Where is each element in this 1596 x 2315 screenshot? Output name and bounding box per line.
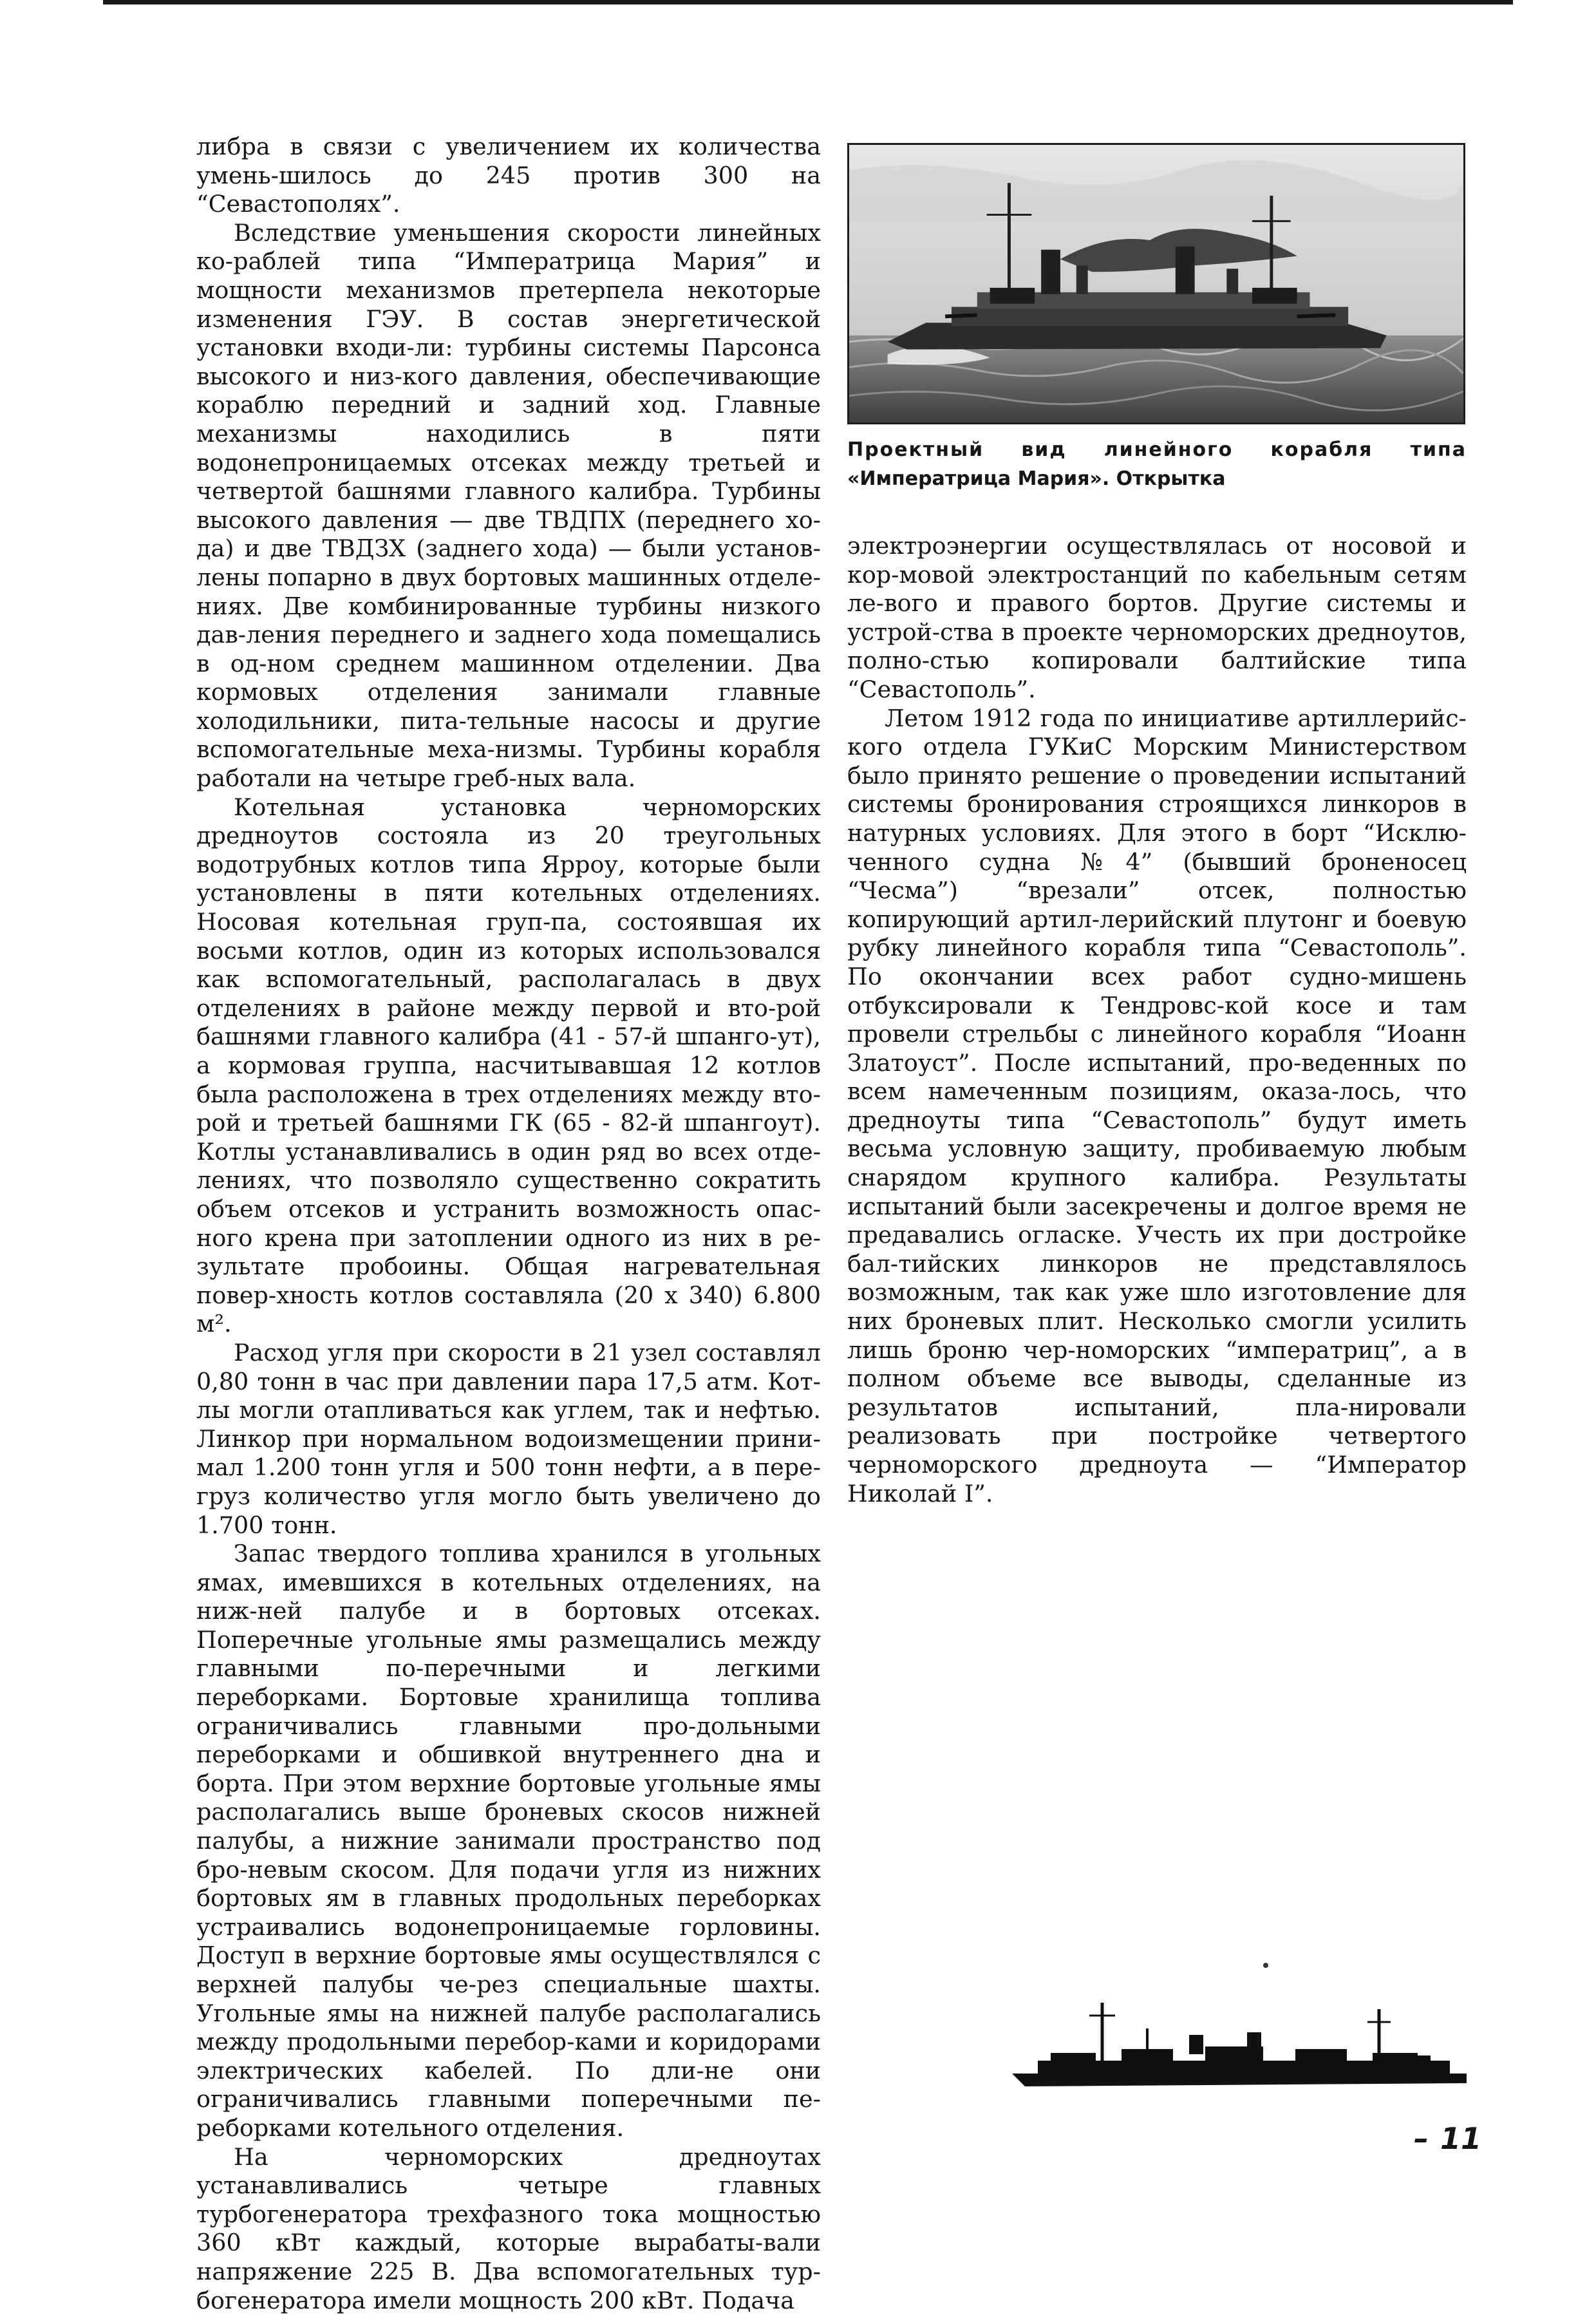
page-number-dash: –: [1414, 2121, 1429, 2156]
text-line: мовой электростанций по кабельным сетям ле-: [847, 560, 1467, 618]
text-line: дольными переборками и обшивкой внутреннего: [196, 1712, 821, 1769]
text-line: Линкор при нормальном водоизмещении прини-: [196, 1424, 821, 1453]
text-line: лены попарно в двух бортовых машинных отделе-: [196, 563, 821, 591]
text-line: лы могли отапливаться как углем, так и нефтью.: [196, 1396, 821, 1424]
text-line: котельных отделениях. Носовая котельная груп-: [196, 879, 821, 936]
paragraph: [196, 219, 821, 793]
text-line: раблей типа “Императрица Мария” и мощности: [196, 247, 821, 304]
text-line: натурных условиях. Для этого в борт “Исклю-: [847, 818, 1467, 847]
text-line: ли: турбины системы Парсонса высокого и низ-: [196, 334, 821, 390]
text-line: перечными и легкими переборками. Бортовые: [196, 1654, 821, 1712]
text-line: “врезали” отсек, полностью копирующий артил-: [847, 876, 1467, 933]
text-line: рой и третьей башнями ГК (65 - 82-й шпангоут).: [196, 1109, 821, 1137]
text-line: черноморского дредноута — “Император Николай I”.: [847, 1451, 1467, 1507]
text-line: мощностью 360 кВт каждый, которые вырабаты-: [196, 2200, 821, 2257]
text-line: типа Ярроу, которые были установлены в пяти: [196, 850, 821, 907]
text-line: рой башнями главного калибра (41 - 57-й шпанго-: [196, 994, 821, 1051]
text-line: Котельная установка черноморских дредноутов: [196, 793, 821, 850]
text-line: шилось до 245 против 300 на “Севастополях”.: [196, 161, 821, 218]
text-line: и задний ход. Главные механизмы находились в: [196, 391, 821, 448]
print-speck: [1263, 1963, 1268, 1968]
text-line: мал 1.200 тонн угля и 500 тонн нефти, а в пере-: [196, 1453, 821, 1482]
text-line: Расход угля при скорости в 21 узел составлял: [234, 1338, 821, 1366]
text-line: иметь весьма условную защиту, пробиваемую: [847, 1106, 1467, 1163]
text-line: груз количество угля могло быть увеличено до: [196, 1482, 821, 1510]
caption-word: Проектный: [847, 439, 984, 461]
text-line: четыре главных турбогенератора трехфазного тока: [196, 2171, 821, 2228]
text-line: богенератора имели мощность 200 кВт. Подача: [196, 2286, 795, 2314]
paragraph: [196, 1540, 821, 2142]
left-text-column: [196, 133, 821, 2315]
paragraph: [847, 532, 1467, 704]
text-line: состояла из 20 треугольных водотрубных котлов: [196, 822, 821, 878]
text-line: водонепроницаемые горловины. Доступ в верхние: [196, 1913, 821, 1970]
text-line: было принято решение о проведении испытаний: [847, 761, 1467, 789]
text-line: системы бронирования строящихся линкоров в: [847, 790, 1467, 818]
text-line: выводы, сделанные из результатов испытаний, пла-: [847, 1365, 1467, 1421]
text-line: хранилища топлива ограничивались главными про-: [196, 1683, 821, 1740]
text-line: ниях. Две комбинированные турбины низкого дав-: [196, 592, 821, 649]
text-line: ней палубе и в бортовых отсеках. Поперечные: [196, 1597, 821, 1654]
text-line: ства в проекте черноморских дредноутов, полно-: [847, 618, 1467, 675]
text-line: лерийский плутонг и боевую рубку линейного: [847, 905, 1467, 962]
text-line: Котлы устанавливались в один ряд во всех отде-: [196, 1137, 821, 1166]
text-line: кого отдела ГУКиС Морским Министерством: [847, 733, 1467, 761]
text-line: либра в связи с увеличением их количества умень-: [196, 133, 821, 189]
page-number-value: 11: [1440, 2121, 1482, 2156]
text-line: использовался как вспомогательный, располагалась: [196, 936, 821, 994]
text-line: ГЭУ. В состав энергетической установки входи-: [196, 305, 821, 362]
text-line: палубе располагались между продольными перебор-: [196, 1999, 821, 2056]
caption-line-2: «Императрица Мария». Открытка: [847, 468, 1226, 490]
top-rule: [103, 0, 1513, 5]
text-line: ления переднего и заднего хода помещались в од-: [196, 621, 821, 677]
right-text-column: [847, 532, 1467, 1508]
text-line: ном среднем машинном отделении. Два кормовых: [196, 649, 821, 706]
ship-silhouette-icon: [1012, 1990, 1467, 2093]
text-line: так как уже шло изготовление для них броневых: [847, 1278, 1467, 1336]
text-line: ченного судна №4” (бывший броненосец “Чесма”): [847, 847, 1467, 905]
text-line: угольные ямы размещались между главными по-: [196, 1625, 821, 1683]
paragraph: [196, 2143, 821, 2315]
text-line: объем отсеков и устранить возможность опас-: [196, 1195, 821, 1223]
ship-silhouette: [1012, 1990, 1467, 2093]
text-line: На черноморских дредноутах устанавливались: [196, 2142, 821, 2200]
text-line: предавались огласке. Учесть их при достройке бал-: [847, 1221, 1467, 1278]
text-line: дна и борта. При этом верхние бортовые угольные: [196, 1741, 821, 1797]
caption-word: вид: [1021, 439, 1067, 461]
text-line: отделения занимали главные холодильники, пита-: [196, 678, 821, 735]
text-line: рез специальные шахты. Угольные ямы на нижней: [196, 1970, 821, 2027]
text-line: вого и правого бортов. Другие системы и устрой-: [847, 589, 1467, 646]
paragraph: [847, 704, 1467, 1509]
text-line: пяти водонепроницаемых отсеках между третьей: [196, 419, 821, 477]
text-line: 0,80 тонн в час при давлении пара 17,5 атм. Кот-: [196, 1367, 821, 1395]
text-line: Запас твердого топлива хранился в угольных: [234, 1540, 821, 1568]
text-line: ками и коридорами электрических кабелей. По дли-: [196, 2028, 821, 2084]
paragraph: [196, 133, 821, 219]
caption-line-1: [847, 435, 1467, 464]
text-line: тельные насосы и другие вспомогательные меха-: [196, 706, 821, 764]
text-line: 1.700 тонн.: [196, 1511, 337, 1539]
caption-word: типа: [1410, 439, 1467, 461]
text-line: па, состоявшая их восьми котлов, один из которых: [196, 908, 821, 965]
text-line: ямах, имевшихся в котельных отделениях, на ниж-: [196, 1568, 821, 1625]
text-line: не они ограничивались главными поперечными пе-: [196, 2056, 821, 2113]
text-line: кой косе и там провели стрельбы с линейного: [847, 991, 1467, 1048]
text-line: высокого давления — две ТВДПХ (переднего хо-: [196, 506, 821, 534]
text-line: низмы. Турбины корабля работали на четыре греб-: [196, 735, 821, 793]
text-line: бортовые ямы осуществлялся с верхней палубы че-: [196, 1942, 821, 1998]
text-line: плит. Несколько смогли усилить лишь броню чер-: [847, 1307, 1467, 1364]
text-line: вали напряжение 225 В. Два вспомогательных тур-: [196, 2229, 821, 2285]
text-line: номорских “императриц”, а в полном объеме все: [847, 1336, 1467, 1393]
text-line: была расположена в трех отделениях между вто-: [196, 1080, 821, 1108]
photo-caption: [847, 435, 1467, 493]
text-line: испытаний были засекречены и долгое время не: [847, 1192, 1467, 1220]
text-line: и четвертой башнями главного калибра. Турбины: [196, 448, 821, 506]
battleship-postcard-image: [849, 145, 1463, 422]
text-line: ям в главных продольных переборках устраивались: [196, 1884, 821, 1941]
text-line: любым снарядом крупного калибра. Результаты: [847, 1135, 1467, 1192]
text-line: да) и две ТВДЗХ (заднего хода) — были установ-: [196, 534, 821, 563]
battleship-photo: [847, 143, 1465, 424]
text-line: ного крена при затоплении одного из них в ре-: [196, 1224, 821, 1252]
paragraph: [196, 793, 821, 1339]
text-line: электроэнергии осуществлялась от носовой и кор-: [847, 532, 1467, 589]
text-line: ямы располагались выше броневых скосов нижней: [196, 1769, 821, 1826]
text-line: тийских линкоров не представлялось возможным,: [847, 1249, 1467, 1307]
text-line: хность котлов составляла (20 х 340) 6.800 м².: [196, 1281, 821, 1338]
text-line: палубы, а нижние занимали пространство под бро-: [196, 1827, 821, 1884]
text-line: механизмов претерпела некоторые изменения: [196, 276, 821, 333]
text-line: веденных по всем намеченным позициям, оказа-: [847, 1048, 1467, 1106]
text-line: Летом 1912 года по инициативе артиллерийс-: [885, 704, 1467, 732]
text-line: лениях, что позволяло существенно сократить: [196, 1166, 821, 1195]
caption-word: линейного: [1103, 439, 1234, 461]
text-line: корабля типа “Севастополь”. По окончании всех: [847, 934, 1467, 990]
text-line: реборками котельного отделения.: [196, 2113, 624, 2142]
text-line: Вследствие уменьшения скорости линейных ко-: [196, 218, 821, 276]
text-line: нировали реализовать при постройке четвертого: [847, 1393, 1467, 1450]
text-line: ных вала.: [516, 764, 636, 793]
text-line: зультате пробоины. Общая нагревательная повер-: [196, 1252, 821, 1309]
text-line: в двух отделениях в районе между первой и вто-: [196, 965, 821, 1022]
paragraph: [196, 1339, 821, 1540]
text-line: кого давления, обеспечивающие кораблю передний: [196, 362, 821, 419]
text-line: стью копировали балтийские типа “Севастополь”.: [847, 647, 1467, 703]
caption-word: корабля: [1270, 439, 1373, 461]
text-line: невым скосом. Для подачи угля из нижних бортовых: [196, 1855, 821, 1913]
page-number: [1414, 2122, 1481, 2155]
text-line: лось, что дредноуты типа “Севастополь” будут: [847, 1077, 1467, 1134]
text-line: работ судно-мишень отбуксировали к Тендровс-: [847, 962, 1467, 1019]
text-line: ут), а кормовая группа, насчитывавшая 12 котлов: [196, 1023, 821, 1079]
text-line: корабля “Иоанн Златоуст”. После испытаний, про-: [847, 1020, 1467, 1077]
